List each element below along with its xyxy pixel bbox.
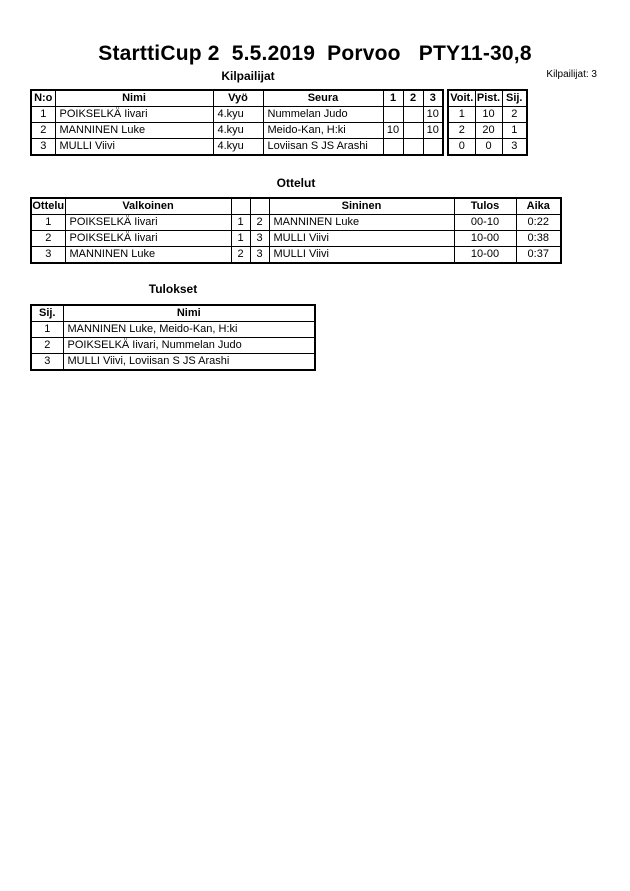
header-round-2: 2 (403, 90, 423, 107)
summary-row (448, 123, 527, 139)
cell-round-1 (383, 107, 403, 123)
matches-table-header (31, 198, 561, 215)
competitors-section (30, 89, 630, 156)
cell-white-name: POIKSELKÄ Iivari (65, 231, 231, 247)
cell-time: 0:37 (516, 247, 561, 264)
cell-result: 10-00 (454, 247, 516, 264)
matches-table (30, 197, 562, 264)
cell-no: 3 (31, 139, 55, 156)
cell-match-no: 3 (31, 247, 65, 264)
cell-club: Meido-Kan, H:ki (263, 123, 383, 139)
match-row (31, 215, 561, 231)
cell-white-no: 2 (231, 247, 250, 264)
header-row (31, 90, 443, 107)
cell-blue-no: 2 (250, 215, 269, 231)
cell-name: POIKSELKÄ Iivari, Nummelan Judo (63, 338, 315, 354)
cell-no: 2 (31, 123, 55, 139)
cell-round-3: 10 (423, 123, 443, 139)
cell-points: 20 (475, 123, 502, 139)
cell-belt: 4.kyu (213, 123, 263, 139)
header-row (31, 305, 315, 322)
match-row (31, 231, 561, 247)
cell-match-no: 2 (31, 231, 65, 247)
cell-place: 2 (31, 338, 63, 354)
match-row (31, 247, 561, 264)
cell-time: 0:22 (516, 215, 561, 231)
cell-no: 1 (31, 107, 55, 123)
header-time: Aika (516, 198, 561, 215)
header-match: Ottelu (31, 198, 65, 215)
header-round-1: 1 (383, 90, 403, 107)
header-belt: Vyö (213, 90, 263, 107)
summary-table-header (448, 90, 527, 107)
results-heading: Tulokset (148, 282, 198, 296)
cell-round-1: 10 (383, 123, 403, 139)
cell-round-3 (423, 139, 443, 156)
cell-blue-no: 3 (250, 231, 269, 247)
header-no: N:o (31, 90, 55, 107)
cell-wins: 1 (448, 107, 475, 123)
cell-result: 00-10 (454, 215, 516, 231)
cell-name: POIKSELKÄ Iivari (55, 107, 213, 123)
cell-white-name: POIKSELKÄ Iivari (65, 215, 231, 231)
cell-round-3: 10 (423, 107, 443, 123)
header-result: Tulos (454, 198, 516, 215)
cell-belt: 4.kyu (213, 139, 263, 156)
competitors-summary-table (447, 89, 528, 156)
competitor-row (31, 139, 443, 156)
result-row (31, 338, 315, 354)
cell-round-2 (403, 123, 423, 139)
cell-place: 2 (502, 107, 527, 123)
matches-heading: Ottelut (276, 176, 316, 190)
results-table-header (31, 305, 315, 322)
cell-white-no: 1 (231, 215, 250, 231)
competitors-table (30, 89, 444, 156)
cell-name: MULLI Viivi, Loviisan S JS Arashi (63, 354, 315, 371)
header-row (31, 198, 561, 215)
cell-belt: 4.kyu (213, 107, 263, 123)
summary-row (448, 107, 527, 123)
result-row (31, 322, 315, 338)
cell-result: 10-00 (454, 231, 516, 247)
cell-round-2 (403, 107, 423, 123)
cell-blue-no: 3 (250, 247, 269, 264)
header-club: Seura (263, 90, 383, 107)
page-title: StarttiCup 2 5.5.2019 Porvoo PTY11-30,8 (98, 42, 532, 65)
header-place: Sij. (31, 305, 63, 322)
competitors-heading: Kilpailijat (221, 69, 275, 83)
cell-name: MANNINEN Luke (55, 123, 213, 139)
header-white: Valkoinen (65, 198, 231, 215)
cell-blue-name: MANNINEN Luke (269, 215, 454, 231)
cell-place: 3 (502, 139, 527, 156)
cell-wins: 2 (448, 123, 475, 139)
header-wins: Voit. (448, 90, 475, 107)
results-table (30, 304, 316, 371)
competitor-row (31, 123, 443, 139)
cell-round-1 (383, 139, 403, 156)
competitors-count-label: Kilpailijat: 3 (546, 69, 597, 80)
cell-white-no: 1 (231, 231, 250, 247)
header-points: Pist. (475, 90, 502, 107)
cell-place: 1 (502, 123, 527, 139)
header-name: Nimi (55, 90, 213, 107)
cell-round-2 (403, 139, 423, 156)
header-row (448, 90, 527, 107)
cell-white-name: MANNINEN Luke (65, 247, 231, 264)
competitors-table-header (31, 90, 443, 107)
header-white-no (231, 198, 250, 215)
cell-points: 0 (475, 139, 502, 156)
cell-time: 0:38 (516, 231, 561, 247)
cell-points: 10 (475, 107, 502, 123)
cell-place: 3 (31, 354, 63, 371)
cell-name: MULLI Viivi (55, 139, 213, 156)
result-row (31, 354, 315, 371)
competitor-row (31, 107, 443, 123)
cell-club: Nummelan Judo (263, 107, 383, 123)
header-round-3: 3 (423, 90, 443, 107)
cell-name: MANNINEN Luke, Meido-Kan, H:ki (63, 322, 315, 338)
cell-place: 1 (31, 322, 63, 338)
cell-match-no: 1 (31, 215, 65, 231)
cell-blue-name: MULLI Viivi (269, 231, 454, 247)
summary-row (448, 139, 527, 156)
cell-wins: 0 (448, 139, 475, 156)
cell-blue-name: MULLI Viivi (269, 247, 454, 264)
header-place: Sij. (502, 90, 527, 107)
header-blue-no (250, 198, 269, 215)
cell-club: Loviisan S JS Arashi (263, 139, 383, 156)
header-name: Nimi (63, 305, 315, 322)
header-blue: Sininen (269, 198, 454, 215)
